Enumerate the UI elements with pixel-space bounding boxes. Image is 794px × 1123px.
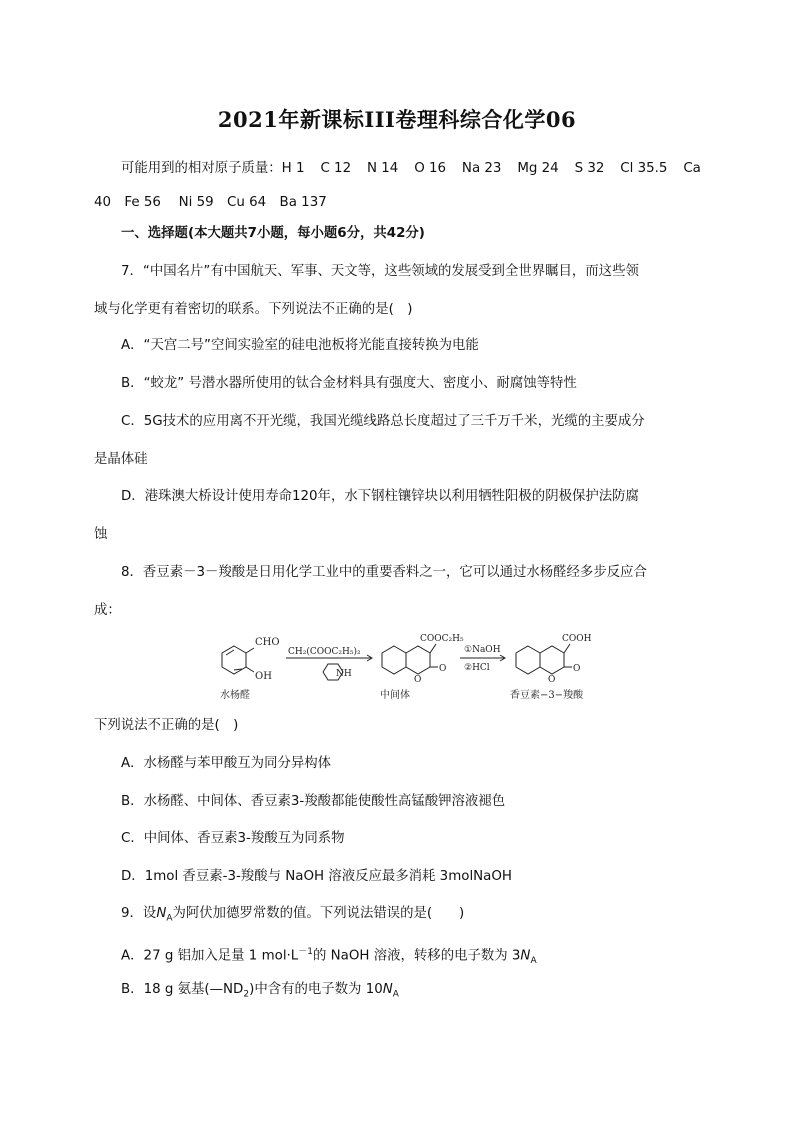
caption-coumarin-acid: 香豆素−3−羧酸 bbox=[510, 690, 584, 701]
atomic-mass-item: O 16 bbox=[414, 161, 447, 176]
benzene-ring-intermediate bbox=[382, 646, 406, 674]
pyranone-ring-product bbox=[540, 646, 564, 674]
atomic-masses-lead: 可能用到的相对原子质量：H 1 bbox=[121, 161, 305, 176]
na-symbol: N bbox=[382, 982, 393, 997]
ring-oxygen-label-product: O bbox=[548, 675, 556, 685]
na-symbol: N bbox=[156, 906, 167, 921]
q9-stem-pre: 9．设 bbox=[121, 906, 157, 921]
q8-option-c: C．中间体、香豆素3-羧酸互为同系物 bbox=[121, 831, 345, 846]
atomic-mass-item: N 14 bbox=[366, 161, 399, 176]
carbonyl-oxygen-label: O bbox=[439, 664, 447, 674]
pyranone-ring-intermediate bbox=[406, 646, 430, 674]
cho-group-label: CHO bbox=[255, 637, 280, 648]
atomic-mass-item: Cl 35.5 bbox=[620, 161, 668, 176]
q9-option-b-sub: 2 bbox=[243, 989, 250, 1000]
atomic-masses-line1 bbox=[121, 159, 701, 179]
q9-option-b-pre: B．18 g 氨基(—ND bbox=[121, 982, 244, 997]
atomic-mass-item: Ca bbox=[683, 161, 701, 176]
atomic-masses-line2: 40 Fe 56 Ni 59 Cu 64 Ba 137 bbox=[94, 195, 327, 210]
q7-stem-line2: 域与化学更有着密切的联系。下列说法不正确的是( ) bbox=[94, 302, 413, 317]
benzene-ring-product bbox=[516, 646, 540, 674]
q8-option-b: B．水杨醛、中间体、香豆素3-羧酸都能使酸性高锰酸钾溶液褪色 bbox=[121, 794, 506, 809]
ring-oxygen-label: O bbox=[414, 675, 422, 685]
na-subscript: A bbox=[530, 956, 537, 967]
ester-group-label: COOC₂H₅ bbox=[420, 634, 464, 644]
caption-salicylaldehyde: 水杨醛 bbox=[220, 690, 250, 701]
q7-option-d-line2: 蚀 bbox=[94, 527, 108, 542]
q7-option-c-line2: 是晶体硅 bbox=[94, 452, 148, 467]
na-subscript: A bbox=[166, 913, 173, 924]
q9-option-a bbox=[121, 942, 537, 971]
na-symbol: N bbox=[520, 948, 531, 964]
q9-option-b bbox=[121, 980, 399, 1005]
na-subscript: A bbox=[392, 989, 399, 1000]
q8-question: 下列说法不正确的是( ) bbox=[94, 718, 239, 733]
q7-option-a: A．“天宫二号”空间实验室的硅电池板将光能直接转换为电能 bbox=[121, 338, 479, 353]
atomic-mass-item: Mg 24 bbox=[517, 161, 559, 176]
q9-stem-post: 为阿伏加德罗常数的值。下列说法错误的是( ) bbox=[172, 906, 465, 921]
q9-stem bbox=[121, 904, 464, 929]
atomic-mass-item: S 32 bbox=[574, 161, 605, 176]
oh-group-label: OH bbox=[255, 671, 272, 682]
q8-option-d: D．1mol 香豆素-3-羧酸与 NaOH 溶液反应最多消耗 3molNaOH bbox=[121, 869, 512, 884]
atomic-mass-item: C 12 bbox=[320, 161, 352, 176]
q9-option-a-post: 的 NaOH 溶液，转移的电子数为 3 bbox=[313, 948, 521, 964]
page-title: 2021年新课标III卷理科综合化学06 bbox=[217, 107, 577, 132]
q7-option-b: B．“蛟龙” 号潜水器所使用的钛合金材料具有强度大、密度小、耐腐蚀等特性 bbox=[121, 376, 577, 391]
carboxyl-group-label: COOH bbox=[562, 634, 592, 644]
q9-option-b-post: )中含有的电子数为 10 bbox=[249, 982, 383, 997]
q7-option-c-line1: C．5G技术的应用离不开光缆，我国光缆线路总长度超过了三千万千米，光缆的主要成分 bbox=[121, 414, 645, 429]
carbonyl-oxygen-label-product: O bbox=[573, 664, 581, 674]
q8-stem-line2: 成： bbox=[94, 603, 121, 618]
q8-stem-line1: 8．香豆素－3－羧酸是日用化学工业中的重要香料之一，它可以通过水杨醛经多步反应合 bbox=[121, 565, 647, 580]
reagent-hcl-label: ②HCl bbox=[464, 663, 490, 673]
q8-option-a: A．水杨醛与苯甲酸互为同分异构体 bbox=[121, 756, 332, 771]
section-heading: 一、选择题(本大题共7小题，每小题6分，共42分) bbox=[121, 226, 425, 241]
q7-option-d-line1: D．港珠澳大桥设计使用寿命120年，水下钢柱镶锌块以利用牺牲阳极的阴极保护法防腐 bbox=[121, 489, 639, 504]
reagent-malonate-label: CH₂(COOC₂H₅)₂ bbox=[288, 647, 361, 657]
nh-label: NH bbox=[336, 669, 352, 679]
reaction-scheme bbox=[210, 630, 610, 702]
atomic-mass-item: Na 23 bbox=[461, 161, 502, 176]
q7-stem-line1: 7．“中国名片”有中国航天、军事、天文等，这些领域的发展受到全世界瞩目，而这些领 bbox=[121, 264, 639, 279]
q9-option-a-sup: －1 bbox=[298, 947, 313, 957]
q9-option-a-pre: A．27 g 铝加入足量 1 mol·L bbox=[121, 948, 299, 964]
caption-intermediate: 中间体 bbox=[380, 690, 410, 701]
reagent-naoh-label: ①NaOH bbox=[464, 645, 501, 655]
